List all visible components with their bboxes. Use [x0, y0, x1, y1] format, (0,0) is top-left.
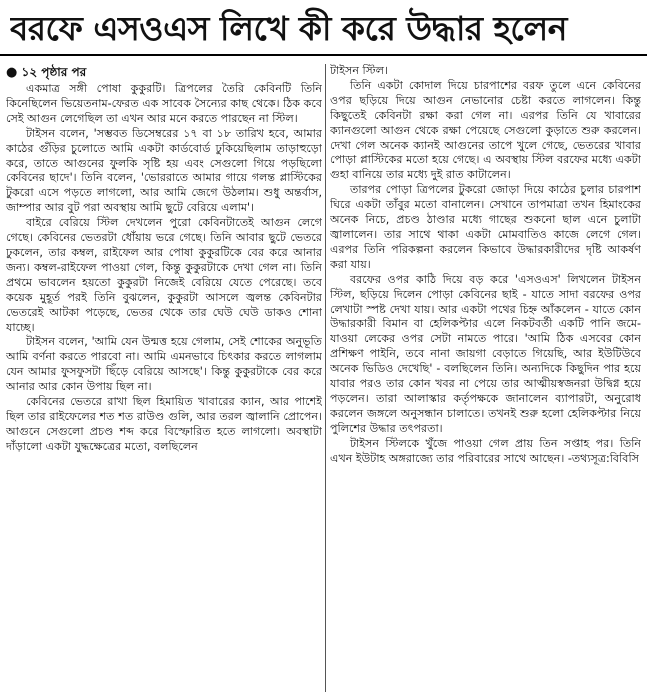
paragraph: বরফের ওপর কাঠি দিয়ে বড় করে 'এসওএস' লিখলেন টাইসন স্টিল, ছড়িয়ে দিলেন পোড়া কেবিনের ছাই - যাতে সাদা বরফের ওপর লেখাটা স্পষ্ট দেখা যায়। আর একটা পথের চিহ্ন আঁকলেন - যাতে কোন উদ্ধারকারী বিমান বা হেলিকপ্টার এলে নিকটবর্তী একটি পানি জমে-যাওয়া লেকের ওপর সেটা নামতে পারে। 'আমি ঠিক এসবের কোন প্রশিক্ষণ পাইনি, তবে নানা জায়গা বেড়াতে গিয়েছি, আর ইউটিউবে অনেক ভিডিও দেখেছি' - বলছিলেন তিনি। অন্যদিকে কিছুদিন পার হয়ে যাবার পরও তার কোন খবর না পেয়ে তার আত্মীয়স্বজনরা উদ্বিগ্ন হয়ে পড়লেন। তারা আলাস্কার কর্তৃপক্ষকে জানালেন ব্যাপারটা, অনুরোধ করলেন জঙ্গলে অনুসন্ধান চালাতে। তখনই শুরু হলো হেলিকপ্টার নিয়ে পুলিশের উদ্ধার তৎপরতা। — [330, 272, 641, 435]
paragraph: একমাত্র সঙ্গী পোষা কুকুরটি। ত্রিপলের তৈরি কেবিনটি তিনি কিনেছিলেন ভিয়েতনাম-ফেরত এক সাবেক সৈন্যের কাছ থেকে। ঠিক কবে সেই আগুন লেগেছিল তা এখন আর মনে করতে পারছেন না স্টিল। — [6, 82, 322, 125]
paragraph: টাইসন বলেন, 'আমি যেন উন্মত্ত হয়ে গেলাম, সেই শোকের অনুভূতি আমি বর্ণনা করতে পারবো না। আমি এমনভাবে চিৎকার করতে লাগলাম যেন আমার ফুসফুসটা ছিঁড়ে বেরিয়ে আসছে'। কিন্তু কুকুরটাকে বের করে আনার আর কোন উপায় ছিল না। — [6, 335, 322, 394]
paragraph: টাইসন স্টিল। — [330, 64, 388, 77]
paragraph: তারপর পোড়া ত্রিপলের টুকরো জোড়া দিয়ে কাঠের চুলার চারপাশ ঘিরে একটা তাঁবুর মতো বানালেন। সেখানে তাপমাত্রা তখন হিমাংকের অনেক নিচে, প্রচণ্ড ঠাণ্ডার মধ্যে গাছের শুকনো ছাল এনে চুলাটা জ্বালালেন। তার সাথে থাকা একটা মোমবাতিও কাজে লেগে গেল। এরপর তিনি পরিকল্পনা করলেন কিভাবে উদ্ধারকারীদের দৃষ্টি আকর্ষণ করা যায়। — [330, 183, 641, 271]
article-column-right — [330, 64, 641, 692]
article-column-left — [6, 64, 322, 692]
headline-rule — [0, 54, 647, 56]
paragraph: বাইরে বেরিয়ে স্টিল দেখলেন পুরো কেবিনটাতেই আগুন লেগে গেছে। কেবিনের ভেতরটা ধোঁয়ায় ভরে গেছে। তিনি আবার ছুটে ভেতরে ঢুকলেন, তার কম্বল, রাইফেল আর পোষা কুকুরটিকে বের করে আনার জন্য। কম্বল-রাইফেল পাওয়া গেল, কিন্তু কুকুরটাকে দেখা গেল না। তিনি প্রথমে ভাবলেন হয়তো কুকুরটা নিজেই বেরিয়ে যেতে পেরেছে। তবে কয়েক মুহূর্ত পরই তিনি বুঝলেন, কুকুরটা আসলে জ্বলন্ত কেবিনটার ভেতরেই আটকা পড়েছে, ভেতর থেকে তার ঘেউ ঘেউ ডাকও শোনা যাচ্ছে। — [6, 216, 322, 334]
column-divider — [325, 64, 326, 692]
continuation-label: ১২ পৃষ্ঠার পর — [21, 65, 87, 79]
paragraph: টাইসন বলেন, 'সম্ভবত ডিসেম্বরের ১৭ বা ১৮ তারিখ হবে, আমার কাঠের গুঁড়ির চুলোতে আমি একটা কার্ডবোর্ড ঢুকিয়েছিলাম তাড়াহুড়ো করে, তাতে আগুনের ফুলকি সৃষ্টি হয় এবং সেগুলো গিয়ে পড়ছিলো কেবিনের ছাদে'। তিনি বলেন, 'ভোররাতে আমার গায়ে গলন্ত প্লাস্টিকের টুকরো এসে পড়তে লাগলো, আর আমি জেগে উঠলাম। শুধু অন্তর্বাস, জাম্পার আর বুট পরা অবস্থায় আমি ছুটে বেরিয়ে এলাম'। — [6, 126, 322, 215]
paragraph: টাইসন স্টিলকে খুঁজে পাওয়া গেল প্রায় তিন সপ্তাহ পর। তিনি এখন ইউটাহ অঙ্গরাজ্যে তার পরিবারের সাথে আছেন। -তথ্যসূত্র:বিবিসি — [330, 436, 641, 465]
continuation-marker — [6, 64, 322, 81]
paragraph: কেবিনের ভেতরে রাখা ছিল হিমায়িত খাবারের ক্যান, আর পাশেই ছিল তার রাইফেলের শত শত রাউণ্ড গুলি, আর তরল জ্বালানি প্রোপেন। আগুনে সেগুলো প্রচণ্ড শব্দ করে বিস্ফোরিত হতে লাগলো। অবস্থাটা দাঁড়ালো একটা যুদ্ধক্ষেত্রের মতো, বলছিলেন — [6, 395, 322, 453]
headline: বরফে এসওএস লিখে কী করে উদ্ধার হলেন — [10, 9, 567, 48]
bullet-icon: ● — [6, 65, 18, 80]
paragraph: তিনি একটা কোদাল দিয়ে চারপাশের বরফ তুলে এনে কেবিনের ওপর ছড়িয়ে দিয়ে আগুন নেভানোর চেষ্টা করতে লাগলেন। কিন্তু কিছুতেই কেবিনটা রক্ষা করা গেল না। এরপর তিনি যে খাবারের ক্যানগুলো আগুন থেকে রক্ষা পেয়েছে সেগুলো কুড়াতে শুরু করলেন। দেখা গেল অনেক ক্যানই আগুনের তাপে খুলে গেছে, ভেতরের খাবার পোড়া প্লাস্টিকের মতো হয়ে গেছে। এ অবস্থায় স্টিল বরফের মধ্যে একটা গুহা বানিয়ে তার মধ্যে দুই রাত কাটালেন। — [330, 78, 641, 182]
